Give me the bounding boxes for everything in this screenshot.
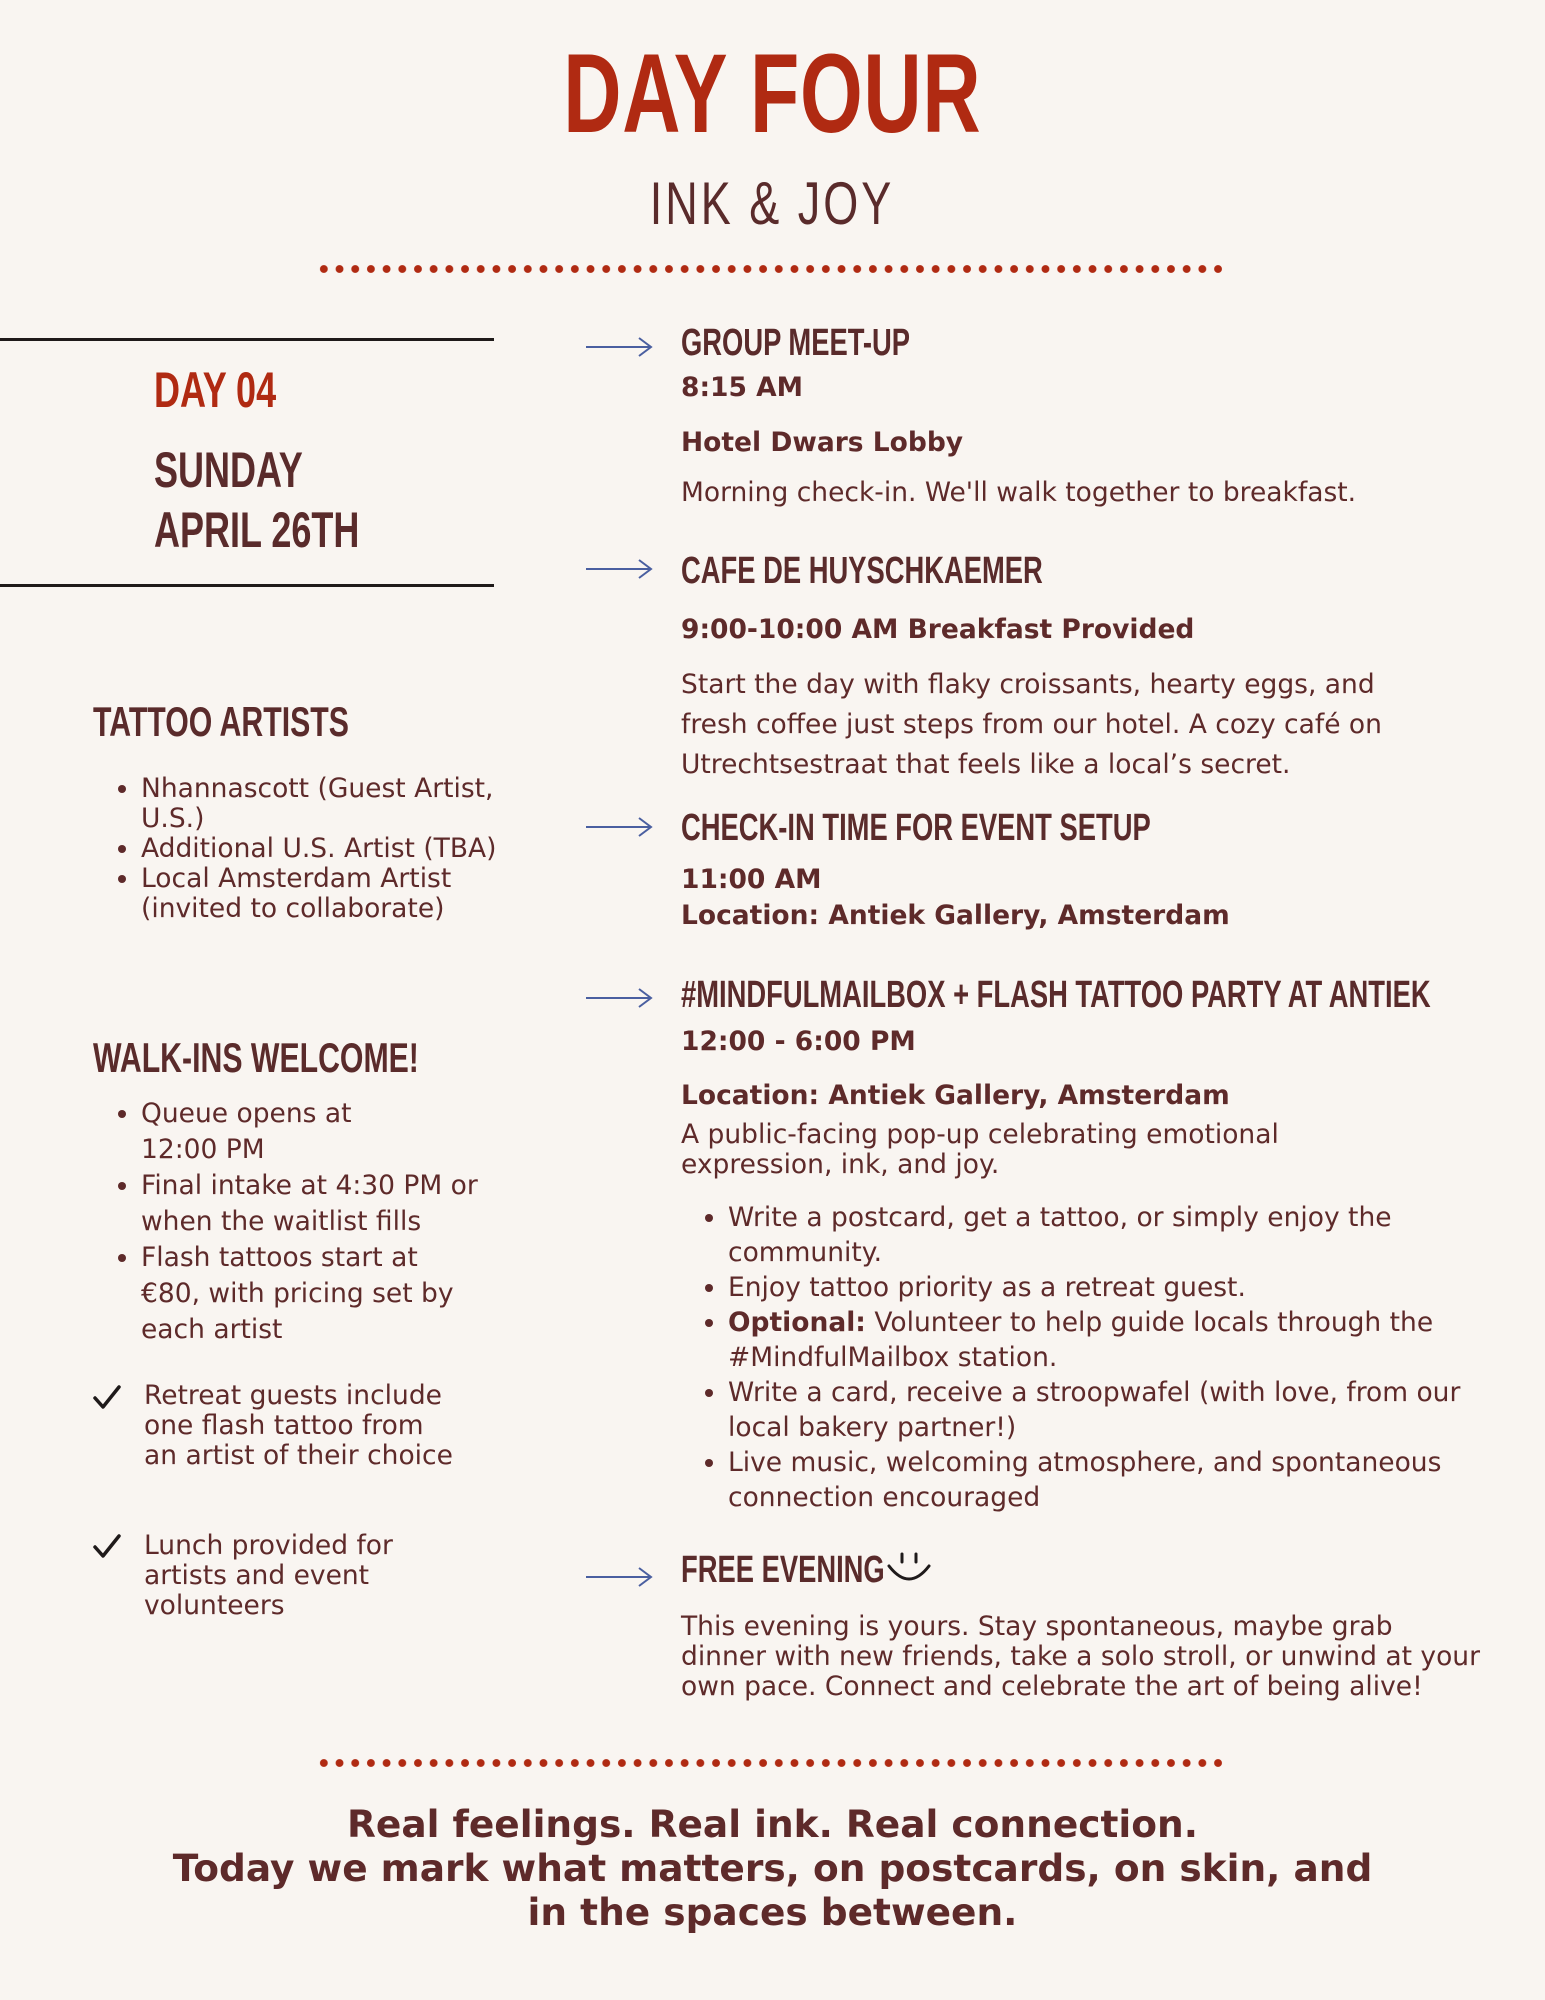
optional-text: Volunteer to help guide locals through the #MindfulMailbox station. [728,1307,1434,1373]
list-item [728,1305,1518,1375]
arrow-right-icon [585,558,653,580]
event-time: 11:00 AM [681,864,822,895]
page-title: DAY FOUR [563,31,982,156]
bottom-dotted-divider [316,1757,1226,1769]
day-block-bottom-rule [0,584,494,587]
arrow-right-icon [585,1566,653,1588]
event-place: Hotel Dwars Lobby [681,427,964,458]
list-item: • Queue opens at 12:00 PM [141,1096,401,1168]
footer-quote [0,1802,1545,1934]
list-item: • Write a postcard, get a tattoo, or simply enjoy the community. [728,1200,1518,1270]
event-description: This evening is yours. Stay spontaneous, maybe grab dinner with new friends, take a solo stroll, or unwind at your own pace. Connect and celebrate the art of being alive! [681,1611,1480,1702]
event-location: Location: Antiek Gallery, Amsterdam [681,900,1230,931]
list-item: • Write a card, receive a stroopwafel (with love, from our local bakery partner!) [728,1375,1518,1445]
list-item: • Flash tattoos start at €80, with pricing set by each artist [141,1240,481,1348]
smiley-face-icon [884,1547,934,1589]
checkmark-icon [92,1532,122,1562]
event-title-cafe: CAFE DE HUYSCHKAEMER [681,550,1043,592]
arrow-right-icon [585,816,653,838]
optional-label: Optional: [728,1307,866,1338]
day-number: DAY 04 [154,362,277,418]
walkins-heading: WALK-INS WELCOME! [93,1034,419,1081]
artists-list [94,774,511,924]
day-block-top-rule [0,338,494,341]
event-time: 12:00 - 6:00 PM [681,1026,916,1057]
list-item: • Local Amsterdam Artist (invited to collaborate) [141,864,511,924]
event-title-meetup: GROUP MEET-UP [681,322,911,364]
event-description: Start the day with flaky croissants, hearty eggs, and fresh coffee just steps from our hotel. A cozy café on Utrechtsestraat that feels like a local’s secret. [681,669,1382,780]
event-description: A public-facing pop-up celebrating emotional expression, ink, and joy. [681,1119,1279,1180]
event-time: 8:15 AM [681,372,804,403]
top-dotted-divider [316,263,1226,275]
footer-line: Today we mark what matters, on postcards, on skin, and [172,1846,1373,1890]
arrow-right-icon [585,336,653,358]
list-item: • Additional U.S. Artist (TBA) [141,834,511,864]
event-title-checkin: CHECK-IN TIME FOR EVENT SETUP [681,807,1151,849]
footer-line: in the spaces between. [527,1890,1018,1934]
artists-heading: TATTOO ARTISTS [93,698,349,745]
list-item: • Nhannascott (Guest Artist, U.S.) [141,774,511,834]
checkmark-icon [92,1383,122,1413]
party-activities-list [681,1200,1518,1515]
check-item-text: Lunch provided for artists and event volunteers [144,1530,393,1621]
arrow-right-icon [585,987,653,1009]
walkins-list [94,1096,541,1348]
list-item: • Live music, welcoming atmosphere, and spontaneous connection encouraged [728,1445,1518,1515]
page-subtitle: INK & JOY [650,170,895,237]
event-location: Location: Antiek Gallery, Amsterdam [681,1080,1230,1111]
list-item: • Final intake at 4:30 PM or when the waitlist fills [141,1168,481,1240]
event-time: 9:00-10:00 AM Breakfast Provided [681,614,1195,645]
footer-line: Real feelings. Real ink. Real connection. [347,1802,1198,1846]
day-weekday: SUNDAY [154,442,303,498]
check-item-text: Retreat guests include one flash tattoo from an artist of their choice [144,1380,453,1471]
event-title-evening: FREE EVENING [681,1549,885,1591]
event-description: Morning check-in. We'll walk together to breakfast. [681,477,1357,508]
day-date: APRIL 26TH [154,502,360,558]
event-title-party: #MINDFULMAILBOX + FLASH TATTOO PARTY AT ANTIEK [681,974,1431,1016]
list-item: • Enjoy tattoo priority as a retreat guest. [728,1270,1518,1305]
